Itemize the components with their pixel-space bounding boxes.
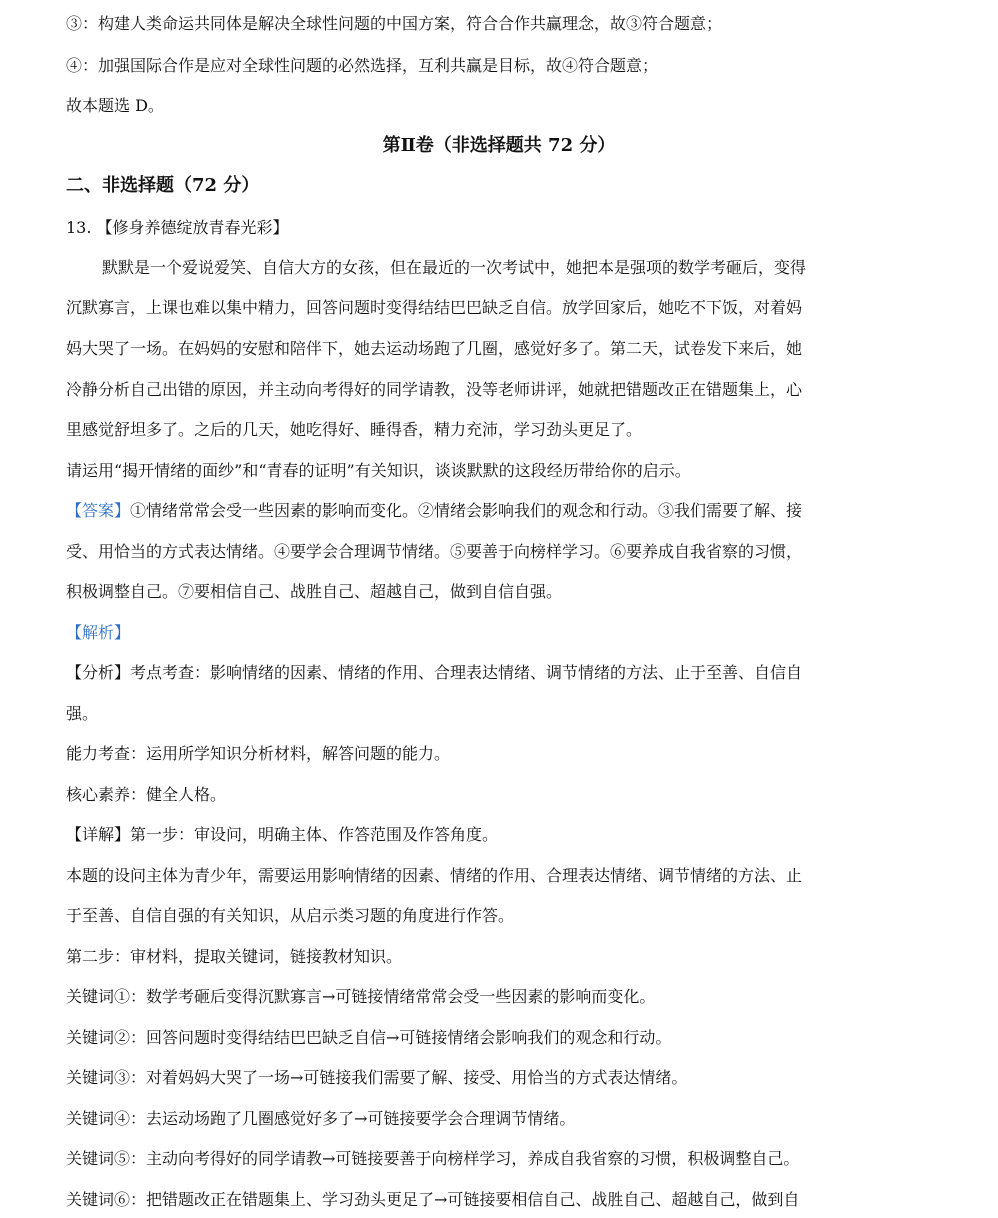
detail-line: 于至善、自信自强的有关知识，从启示类习题的角度进行作答。 <box>66 906 515 925</box>
material-line: 里感觉舒坦多了。之后的几天，她吃得好、睡得香，精力充沛，学习劲头更足了。 <box>66 420 643 439</box>
detail-line: 第二步：审材料，提取关键词，链接教材知识。 <box>66 947 403 966</box>
keyword-line: 关键词⑥：把错题改正在错题集上、学习劲头更足了→可链接要相信自己、战胜自己、超越自己，做到自 <box>66 1190 800 1209</box>
question-13-title: 13. 【修身养德绽放青春光彩】 <box>66 218 289 237</box>
answer-line <box>66 499 802 523</box>
keyword-line: 关键词⑤：主动向考得好的同学请教→可链接要善于向榜样学习，养成自我省察的习惯，积极调整自己。 <box>66 1149 800 1168</box>
material-line: 沉默寡言，上课也难以集中精力，回答问题时变得结结巴巴缺乏自信。放学回家后，她吃不下饭，对着妈 <box>66 298 803 317</box>
keyword-line: 关键词①：数学考砸后变得沉默寡言→可链接情绪常常会受一些因素的影响而变化。 <box>66 987 656 1006</box>
detail-line: 本题的设问主体为青少年，需要运用影响情绪的因素、情绪的作用、合理表达情绪、调节情绪的方法、止 <box>66 866 803 885</box>
analysis-line: 能力考查：运用所学知识分析材料，解答问题的能力。 <box>66 744 451 763</box>
part-heading: 二、非选择题（72 分） <box>66 175 260 196</box>
question-prompt: 请运用“揭开情绪的面纱”和“青春的证明”有关知识，谈谈默默的这段经历带给你的启示。 <box>66 461 691 480</box>
material-line: 冷静分析自己出错的原因，并主动向考得好的同学请教，没等老师讲评，她就把错题改正在错题集上，心 <box>66 380 803 399</box>
section-title: 第Ⅱ卷（非选择题共 72 分） <box>382 135 616 156</box>
option-4-analysis: ④：加强国际合作是应对全球性问题的必然选择，互利共赢是目标，故④符合题意； <box>66 56 659 75</box>
answer-line: 受、用恰当的方式表达情绪。④要学会合理调节情绪。⑤要善于向榜样学习。⑥要养成自我省察的习惯， <box>66 542 803 561</box>
answer-tag: 【答案】 <box>66 501 131 520</box>
analysis-line: 核心素养：健全人格。 <box>66 785 227 804</box>
analysis-line: 强。 <box>66 704 99 723</box>
material-line: 默默是一个爱说爱笑、自信大方的女孩，但在最近的一次考试中，她把本是强项的数学考砸后，变得 <box>102 258 807 277</box>
material-line: 妈大哭了一场。在妈妈的安慰和陪伴下，她去运动场跑了几圈，感觉好多了。第二天，试卷发下来后，她 <box>66 339 803 358</box>
analysis-tag: 【解析】 <box>66 623 131 642</box>
answer-conclusion: 故本题选 D。 <box>66 96 164 115</box>
detail-line: 【详解】第一步：审设问，明确主体、作答范围及作答角度。 <box>66 825 499 844</box>
keyword-line: 关键词③：对着妈妈大哭了一场→可链接我们需要了解、接受、用恰当的方式表达情绪。 <box>66 1068 688 1087</box>
answer-line: 积极调整自己。⑦要相信自己、战胜自己、超越自己，做到自信自强。 <box>66 582 563 601</box>
answer-text: ①情绪常常会受一些因素的影响而变化。②情绪会影响我们的观念和行动。③我们需要了解、接 <box>130 501 803 520</box>
keyword-line: 关键词②：回答问题时变得结结巴巴缺乏自信→可链接情绪会影响我们的观念和行动。 <box>66 1028 672 1047</box>
analysis-line: 【分析】考点考查：影响情绪的因素、情绪的作用、合理表达情绪、调节情绪的方法、止于至善、自信自 <box>66 663 803 682</box>
option-3-analysis: ③：构建人类命运共同体是解决全球性问题的中国方案，符合合作共赢理念，故③符合题意； <box>66 14 723 33</box>
keyword-line: 关键词④：去运动场跑了几圈感觉好多了→可链接要学会合理调节情绪。 <box>66 1109 576 1128</box>
